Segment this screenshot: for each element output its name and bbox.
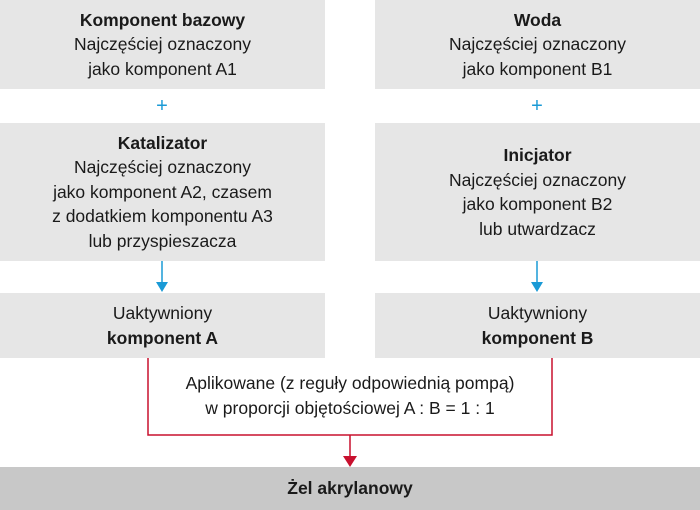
activated-b-title: komponent B: [481, 327, 594, 348]
plus-icon-right: +: [531, 95, 543, 117]
water-box: [375, 0, 700, 89]
catalyst-line4: lub przyspieszacza: [88, 230, 237, 251]
activated-b-box: [375, 293, 700, 358]
initiator-line2: jako komponent B2: [462, 194, 613, 214]
initiator-line3: lub utwardzacz: [479, 218, 596, 239]
activated-a-title: komponent A: [106, 327, 219, 348]
base-component-line1: Najczęściej oznaczony: [73, 34, 252, 55]
application-note-line1: Aplikowane (z reguły odpowiednią pompą): [185, 373, 515, 393]
result-label: Żel akrylanowy: [287, 478, 413, 498]
base-component-line2: jako komponent A1: [88, 58, 237, 79]
water-line1: Najczęściej oznaczony: [448, 34, 627, 55]
arrow-left-down: [156, 261, 168, 292]
initiator-line1: Najczęściej oznaczony: [448, 169, 627, 190]
activated-a-box: [0, 293, 325, 358]
base-component-box: [0, 0, 325, 89]
catalyst-line1: Najczęściej oznaczony: [73, 157, 252, 178]
activated-b-line1: Uaktywniony: [487, 303, 588, 323]
catalyst-line3: z dodatkiem komponentu A3: [52, 206, 273, 227]
catalyst-title: Katalizator: [117, 132, 208, 153]
initiator-title: Inicjator: [503, 145, 572, 165]
water-title: Woda: [513, 9, 562, 30]
initiator-box: [375, 123, 700, 261]
catalyst-box: [0, 123, 325, 261]
catalyst-line2: jako komponent A2, czasem: [53, 181, 272, 202]
arrow-right-down: [531, 261, 543, 292]
plus-icon-left: +: [156, 95, 168, 117]
result-box: [0, 467, 700, 510]
base-component-title: Komponent bazowy: [79, 9, 246, 30]
water-line2: jako komponent B1: [462, 58, 613, 79]
activated-a-line1: Uaktywniony: [112, 303, 213, 323]
application-note: [150, 371, 550, 420]
application-note-line2: w proporcji objętościowej A : B = 1 : 1: [205, 397, 495, 418]
